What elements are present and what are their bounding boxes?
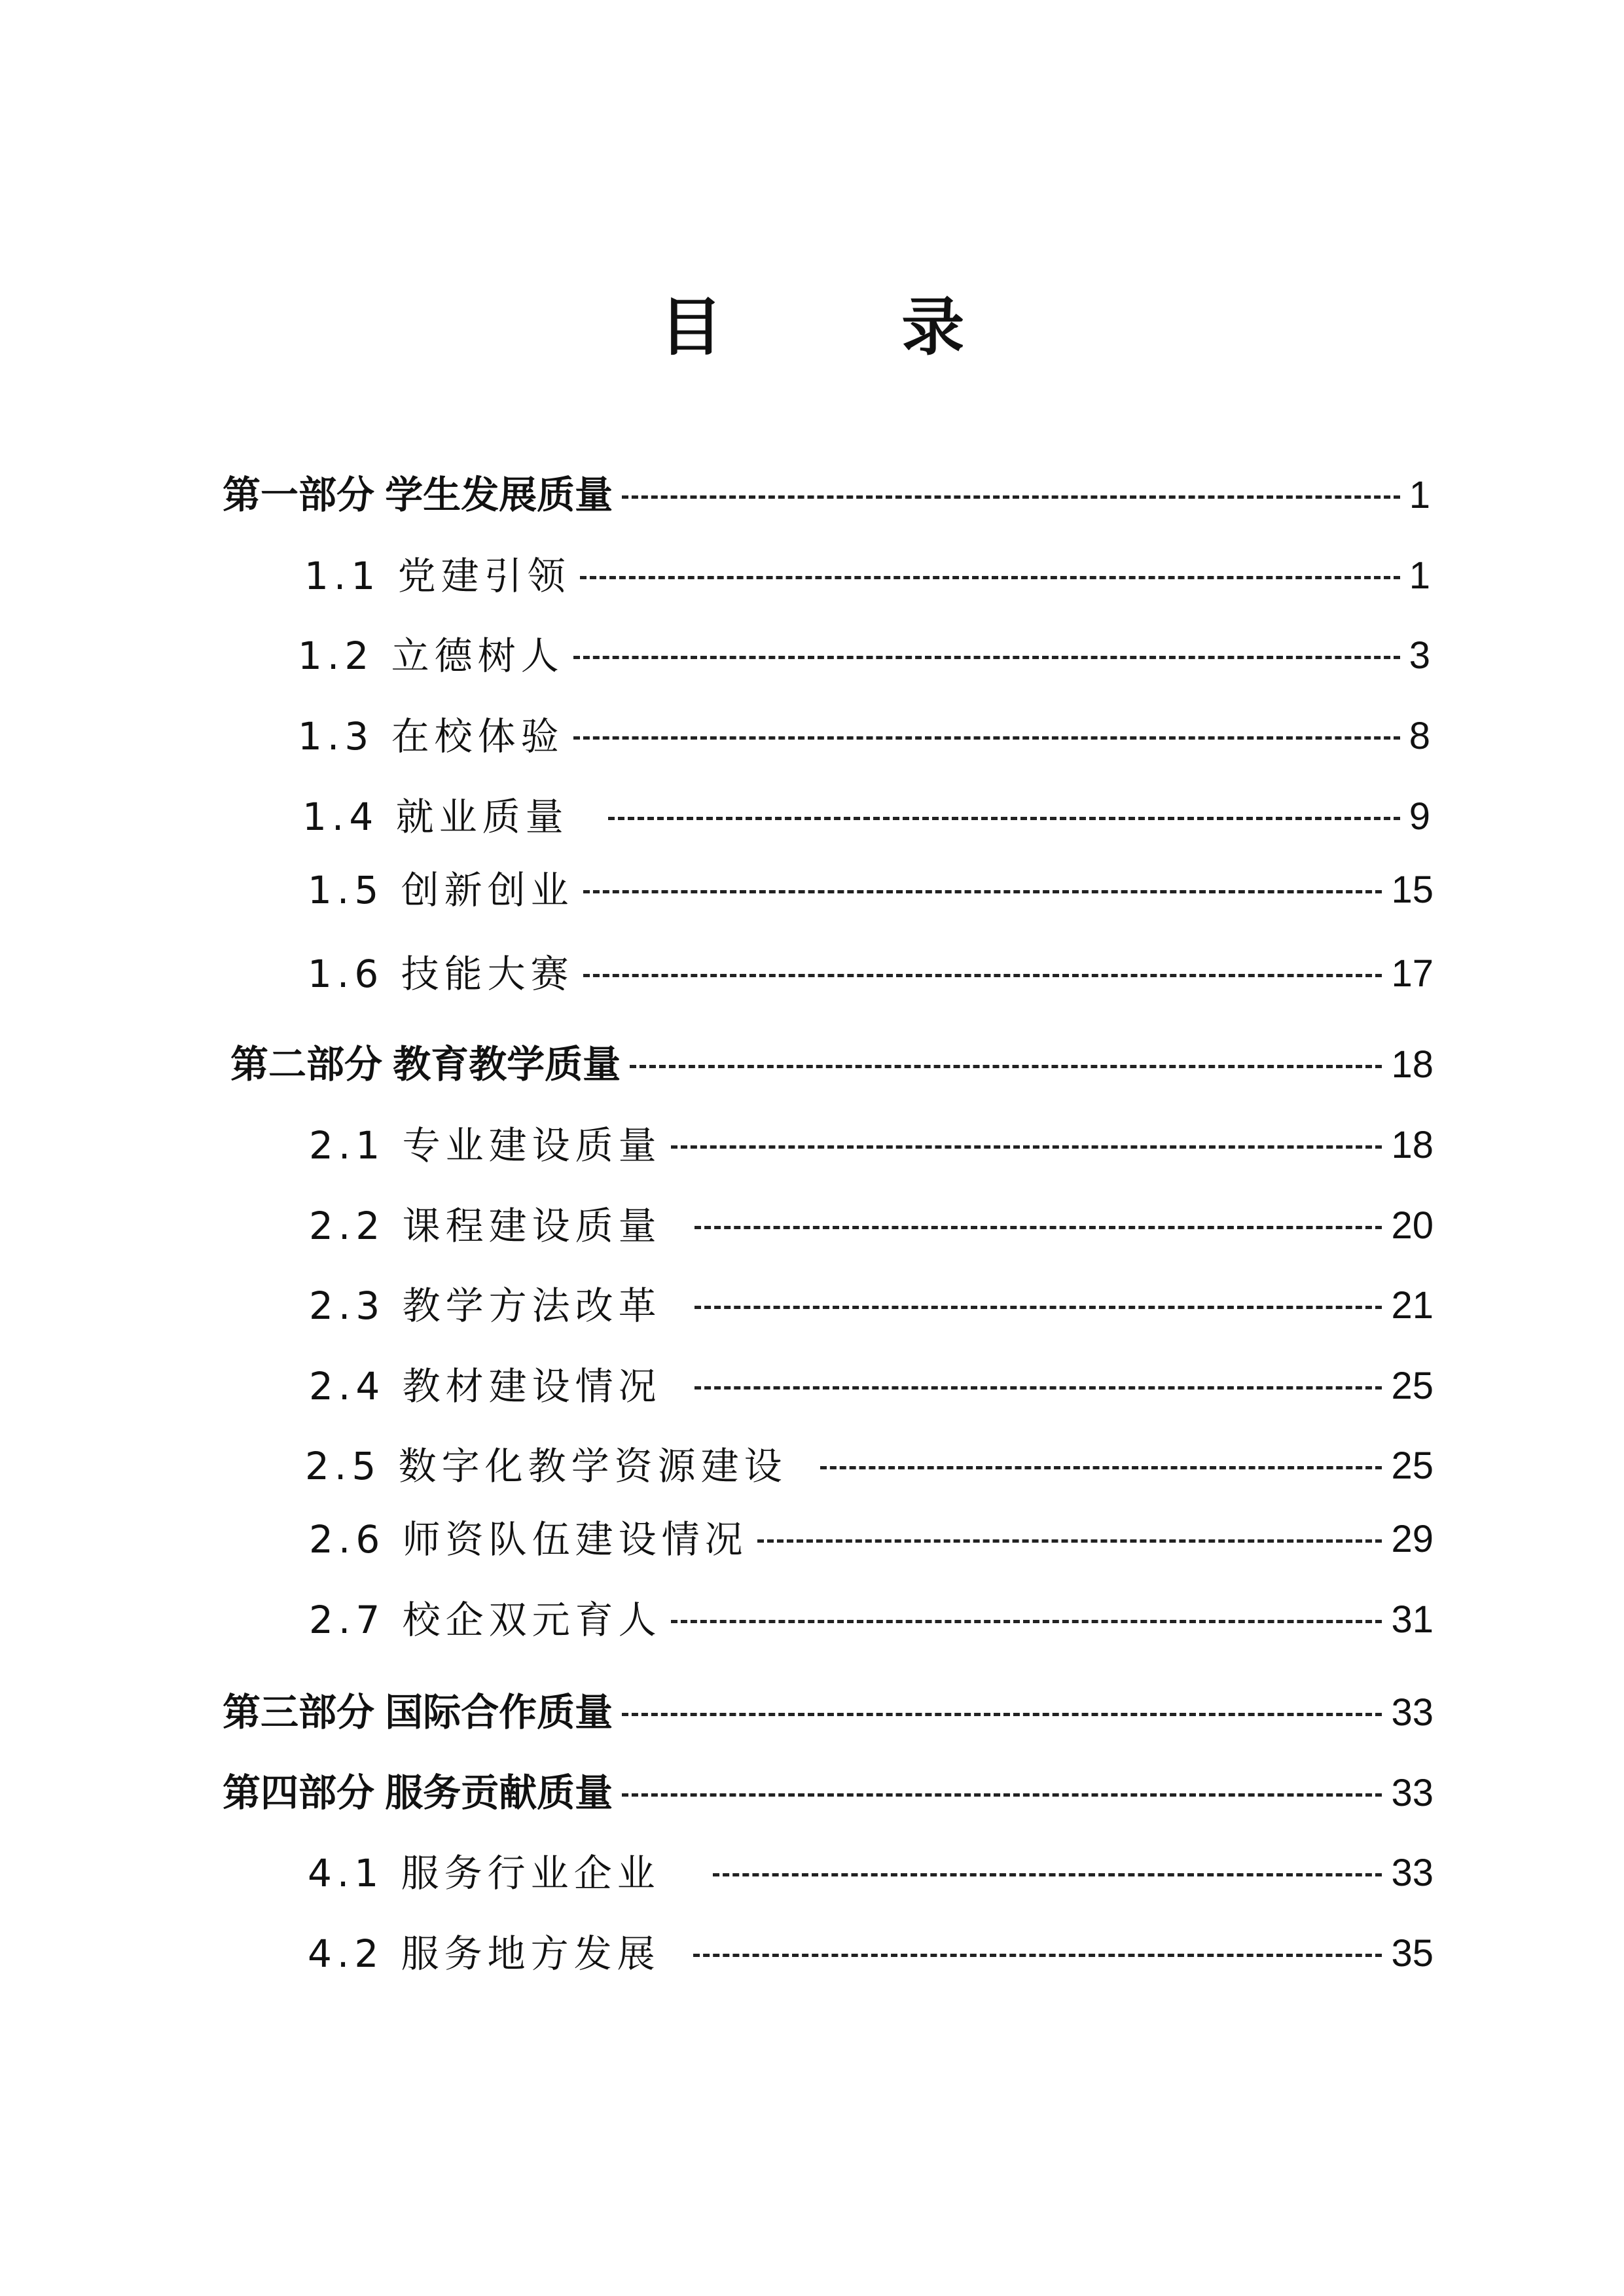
toc-entry-label: 4.2 服务地方发展 xyxy=(308,1931,660,1976)
dot-leader xyxy=(583,974,1382,977)
toc-entry-label: 1.6 技能大赛 xyxy=(308,952,574,996)
toc-entry-page: 18 xyxy=(1391,1043,1434,1086)
toc-entry-page: 33 xyxy=(1391,1772,1434,1814)
toc-entry-label: 1.5 创新创业 xyxy=(308,868,574,912)
toc-entry-label: 2.3 教学方法改革 xyxy=(309,1283,662,1328)
toc-entry-page: 20 xyxy=(1391,1204,1434,1247)
toc-entry[interactable] xyxy=(223,1767,1434,1820)
toc-entry-label: 1.1 党建引领 xyxy=(304,554,571,598)
toc-entry-label: 第三部分 国际合作质量 xyxy=(223,1691,613,1734)
toc-entry-page: 18 xyxy=(1391,1124,1434,1166)
dot-leader xyxy=(573,736,1400,740)
toc-entry-page: 17 xyxy=(1391,952,1434,995)
toc-entry-page: 3 xyxy=(1409,634,1430,677)
dot-leader xyxy=(757,1539,1382,1543)
dot-leader xyxy=(622,495,1400,499)
toc-entry-label: 第二部分 教育教学质量 xyxy=(230,1043,621,1086)
toc-entry[interactable] xyxy=(302,791,1430,843)
dot-leader xyxy=(713,1873,1382,1876)
toc-entry-label: 2.2 课程建设质量 xyxy=(309,1204,662,1248)
toc-entry-page: 33 xyxy=(1391,1691,1434,1734)
dot-leader xyxy=(622,1793,1382,1797)
dot-leader xyxy=(671,1145,1382,1149)
toc-entry[interactable] xyxy=(223,469,1430,522)
toc-entry-page: 9 xyxy=(1409,795,1430,838)
toc-entry-page: 15 xyxy=(1391,869,1434,911)
dot-leader xyxy=(630,1065,1382,1068)
toc-entry-label: 2.4 教材建设情况 xyxy=(309,1364,662,1408)
toc-entry[interactable] xyxy=(308,1847,1434,1899)
toc-entry[interactable] xyxy=(309,1360,1434,1412)
dot-leader xyxy=(580,576,1400,579)
toc-entry[interactable] xyxy=(298,630,1430,682)
toc-entry[interactable] xyxy=(309,1280,1434,1332)
toc-entry-label: 2.6 师资队伍建设情况 xyxy=(309,1517,748,1562)
dot-leader xyxy=(622,1713,1382,1716)
dot-leader xyxy=(671,1620,1382,1623)
toc-entry-label: 1.4 就业质量 xyxy=(302,795,569,839)
toc-entry-page: 25 xyxy=(1391,1444,1434,1487)
toc-entry-label: 第一部分 学生发展质量 xyxy=(223,474,613,516)
toc-entry[interactable] xyxy=(308,948,1434,1000)
dot-leader xyxy=(573,656,1400,659)
toc-entry-page: 1 xyxy=(1409,554,1430,597)
toc-entry[interactable] xyxy=(305,1440,1434,1492)
toc-entry[interactable] xyxy=(309,1594,1434,1646)
toc-entry-label: 2.7 校企双元育人 xyxy=(309,1598,662,1642)
toc-entry[interactable] xyxy=(309,1119,1434,1172)
toc-entry[interactable] xyxy=(308,1928,1434,1980)
page-title: 目 录 xyxy=(659,290,1043,364)
toc-entry-label: 1.3 在校体验 xyxy=(298,714,564,759)
toc-entry[interactable] xyxy=(308,864,1434,916)
dot-leader xyxy=(820,1466,1382,1469)
toc-entry-page: 21 xyxy=(1391,1284,1434,1327)
dot-leader xyxy=(695,1226,1382,1229)
toc-entry-page: 8 xyxy=(1409,715,1430,757)
toc-entry-label: 1.2 立德树人 xyxy=(298,634,564,678)
toc-entry-label: 第四部分 服务贡献质量 xyxy=(223,1772,613,1814)
toc-entry-page: 29 xyxy=(1391,1518,1434,1560)
toc-entry[interactable] xyxy=(309,1513,1434,1566)
toc-entry-label: 2.1 专业建设质量 xyxy=(309,1123,662,1168)
toc-entry[interactable] xyxy=(304,550,1430,602)
toc-entry[interactable] xyxy=(309,1200,1434,1252)
toc-entry[interactable] xyxy=(298,710,1430,762)
toc-entry-page: 35 xyxy=(1391,1932,1434,1975)
dot-leader xyxy=(583,890,1382,893)
dot-leader xyxy=(695,1386,1382,1390)
toc-entry[interactable] xyxy=(223,1687,1434,1739)
toc-entry-label: 4.1 服务行业企业 xyxy=(308,1851,660,1895)
dot-leader xyxy=(693,1954,1382,1957)
toc-entry-page: 25 xyxy=(1391,1365,1434,1407)
dot-leader xyxy=(608,817,1400,820)
dot-leader xyxy=(695,1306,1382,1309)
toc-entry-page: 31 xyxy=(1391,1598,1434,1641)
toc-entry[interactable] xyxy=(230,1039,1434,1091)
toc-entry-page: 1 xyxy=(1409,474,1430,516)
toc-entry-page: 33 xyxy=(1391,1852,1434,1894)
toc-entry-label: 2.5 数字化教学资源建设 xyxy=(305,1444,787,1488)
